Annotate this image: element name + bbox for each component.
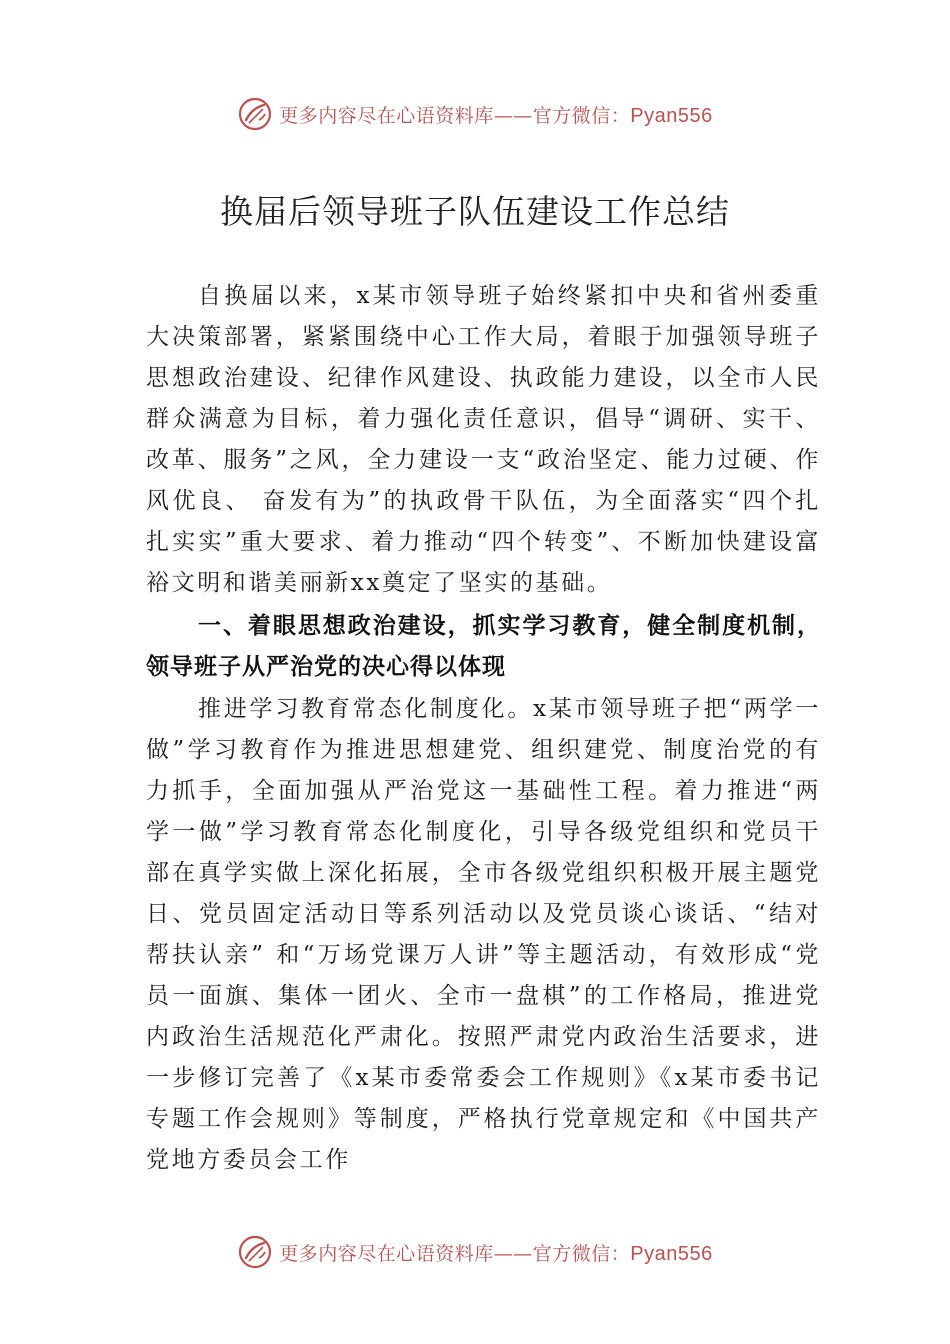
banner-separator: —— — [493, 1242, 533, 1265]
footer-banner — [0, 1232, 950, 1272]
banner-slogan: 更多内容尽在心语资料库 — [279, 104, 494, 127]
banner-slogan: 更多内容尽在心语资料库 — [279, 1242, 494, 1265]
intro-paragraph: 自换届以来，x某市领导班子始终紧扣中央和省州委重大决策部署，紧紧围绕中心工作大局，着眼于加强领导班子思想政治建设、纪律作风建设、执政能力建设，以全市人民群众满意为目标，着力强化责任意识，倡导“调研、实干、改革、服务”之风，全力建设一支“政治坚定、能力过硬、作风优良、 奋发有为”的执政骨干队伍，为全面落实“四个扎扎实实”重大要求、着力推动“四个转变”、不断加快建设富裕文明和谐美丽新xx奠定了坚实的基础。 — [146, 283, 821, 596]
banner-text — [279, 1239, 713, 1266]
banner-text — [279, 101, 713, 128]
section-paragraph: 推进学习教育常态化制度化。x某市领导班子把“两学一做”学习教育作为推进思想建党、组织建党、制度治党的有力抓手，全面加强从严治党这一基础性工程。着力推进“两学一做”学习教育常态化制度化，引导各级党组织和党员干部在真学实做上深化拓展，全市各级党组织积极开展主题党日、党员固定活动日等系列活动以及党员谈心谈话、“结对帮扶认亲” 和“万场党课万人讲”等主题活动，有效形成“党员一面旗、集体一团火、全市一盘棋”的工作格局，推进党内政治生活规范化严肃化。按照严肃党内政治生活要求，进一步修订完善了《x某市委常委会工作规则》《x某市委书记专题工作会规则》等制度，严格执行党章规定和《中国共产党地方委员会工作 — [146, 696, 821, 1173]
pen-scroll-logo-icon — [237, 1234, 273, 1270]
banner-separator: —— — [493, 104, 533, 127]
header-banner — [0, 94, 950, 134]
banner-wechat-label: 官方微信： — [532, 1242, 631, 1265]
banner-wechat-id: Pyan556 — [630, 1242, 713, 1265]
banner-wechat-id: Pyan556 — [630, 104, 713, 127]
section-heading: 一、着眼思想政治建设，抓实学习教育，健全制度机制，领导班子从严治党的决心得以体现 — [146, 613, 821, 680]
pen-scroll-logo-icon — [237, 96, 273, 132]
document-title: 换届后领导班子队伍建设工作总结 — [220, 192, 730, 231]
banner-wechat-label: 官方微信： — [532, 104, 631, 127]
